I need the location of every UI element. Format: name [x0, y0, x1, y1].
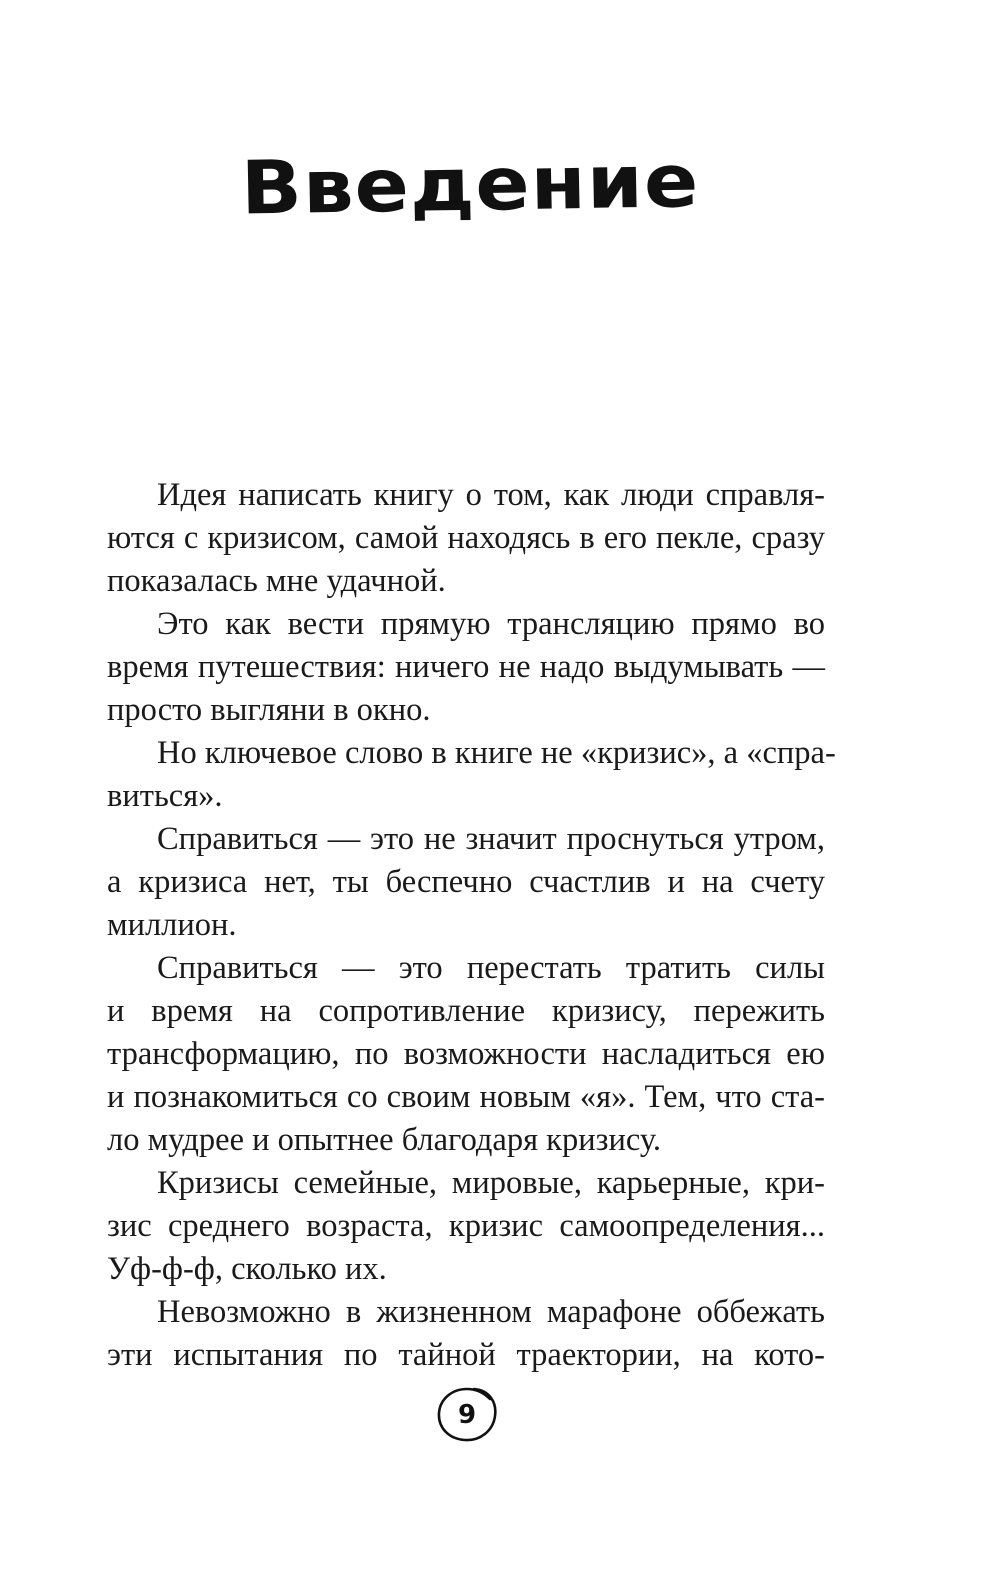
text-line: просто выгляни в окно.	[107, 692, 431, 728]
text-line: а кризиса нет, ты беспечно счастлив и на счету	[107, 864, 825, 900]
text-line: Кризисы семейные, мировые, карьерные, кри-	[157, 1165, 825, 1201]
paragraph-3	[107, 732, 836, 818]
paragraph-5	[107, 947, 825, 1162]
paragraph-7	[107, 1291, 825, 1377]
text-line: Справиться — это не значит проснуться утром,	[157, 821, 825, 857]
text-line: Идея написать книгу о том, как люди справля-	[157, 477, 825, 513]
text-line: и познакомиться со своим новым «я». Тем, что ста-	[107, 1079, 825, 1115]
paragraph-2	[107, 603, 825, 732]
paragraph-1	[107, 474, 825, 603]
chapter-title: Введение	[240, 138, 700, 231]
body-text	[107, 474, 836, 1377]
text-line: трансформацию, по возможности насладиться ею	[107, 1036, 825, 1072]
text-line: ются с кризисом, самой находясь в его пекле, сразу	[107, 520, 825, 556]
text-line: Невозможно в жизненном марафоне оббежать	[157, 1294, 825, 1330]
paragraph-4	[107, 818, 825, 947]
page-number: 9	[457, 1400, 477, 1430]
text-line: ло мудрее и опытнее благодаря кризису.	[107, 1122, 661, 1158]
text-line: Но ключевое слово в книге не «кризис», а «спра-	[157, 735, 836, 771]
text-line: и время на сопротивление кризису, пережить	[107, 993, 825, 1029]
text-line: зис среднего возраста, кризис самоопределения...	[107, 1208, 825, 1244]
text-line: время путешествия: ничего не надо выдумывать —	[107, 649, 825, 685]
text-line: Это как вести прямую трансляцию прямо во	[157, 606, 825, 642]
text-line: показалась мне удачной.	[107, 563, 446, 599]
text-line: виться».	[107, 778, 223, 814]
text-line: Уф-ф-ф, сколько их.	[107, 1251, 387, 1287]
text-line: миллион.	[107, 907, 237, 943]
text-line: эти испытания по тайной траектории, на кото-	[107, 1337, 825, 1373]
paragraph-6	[107, 1162, 825, 1291]
text-line: Справиться — это перестать тратить силы	[157, 950, 825, 986]
